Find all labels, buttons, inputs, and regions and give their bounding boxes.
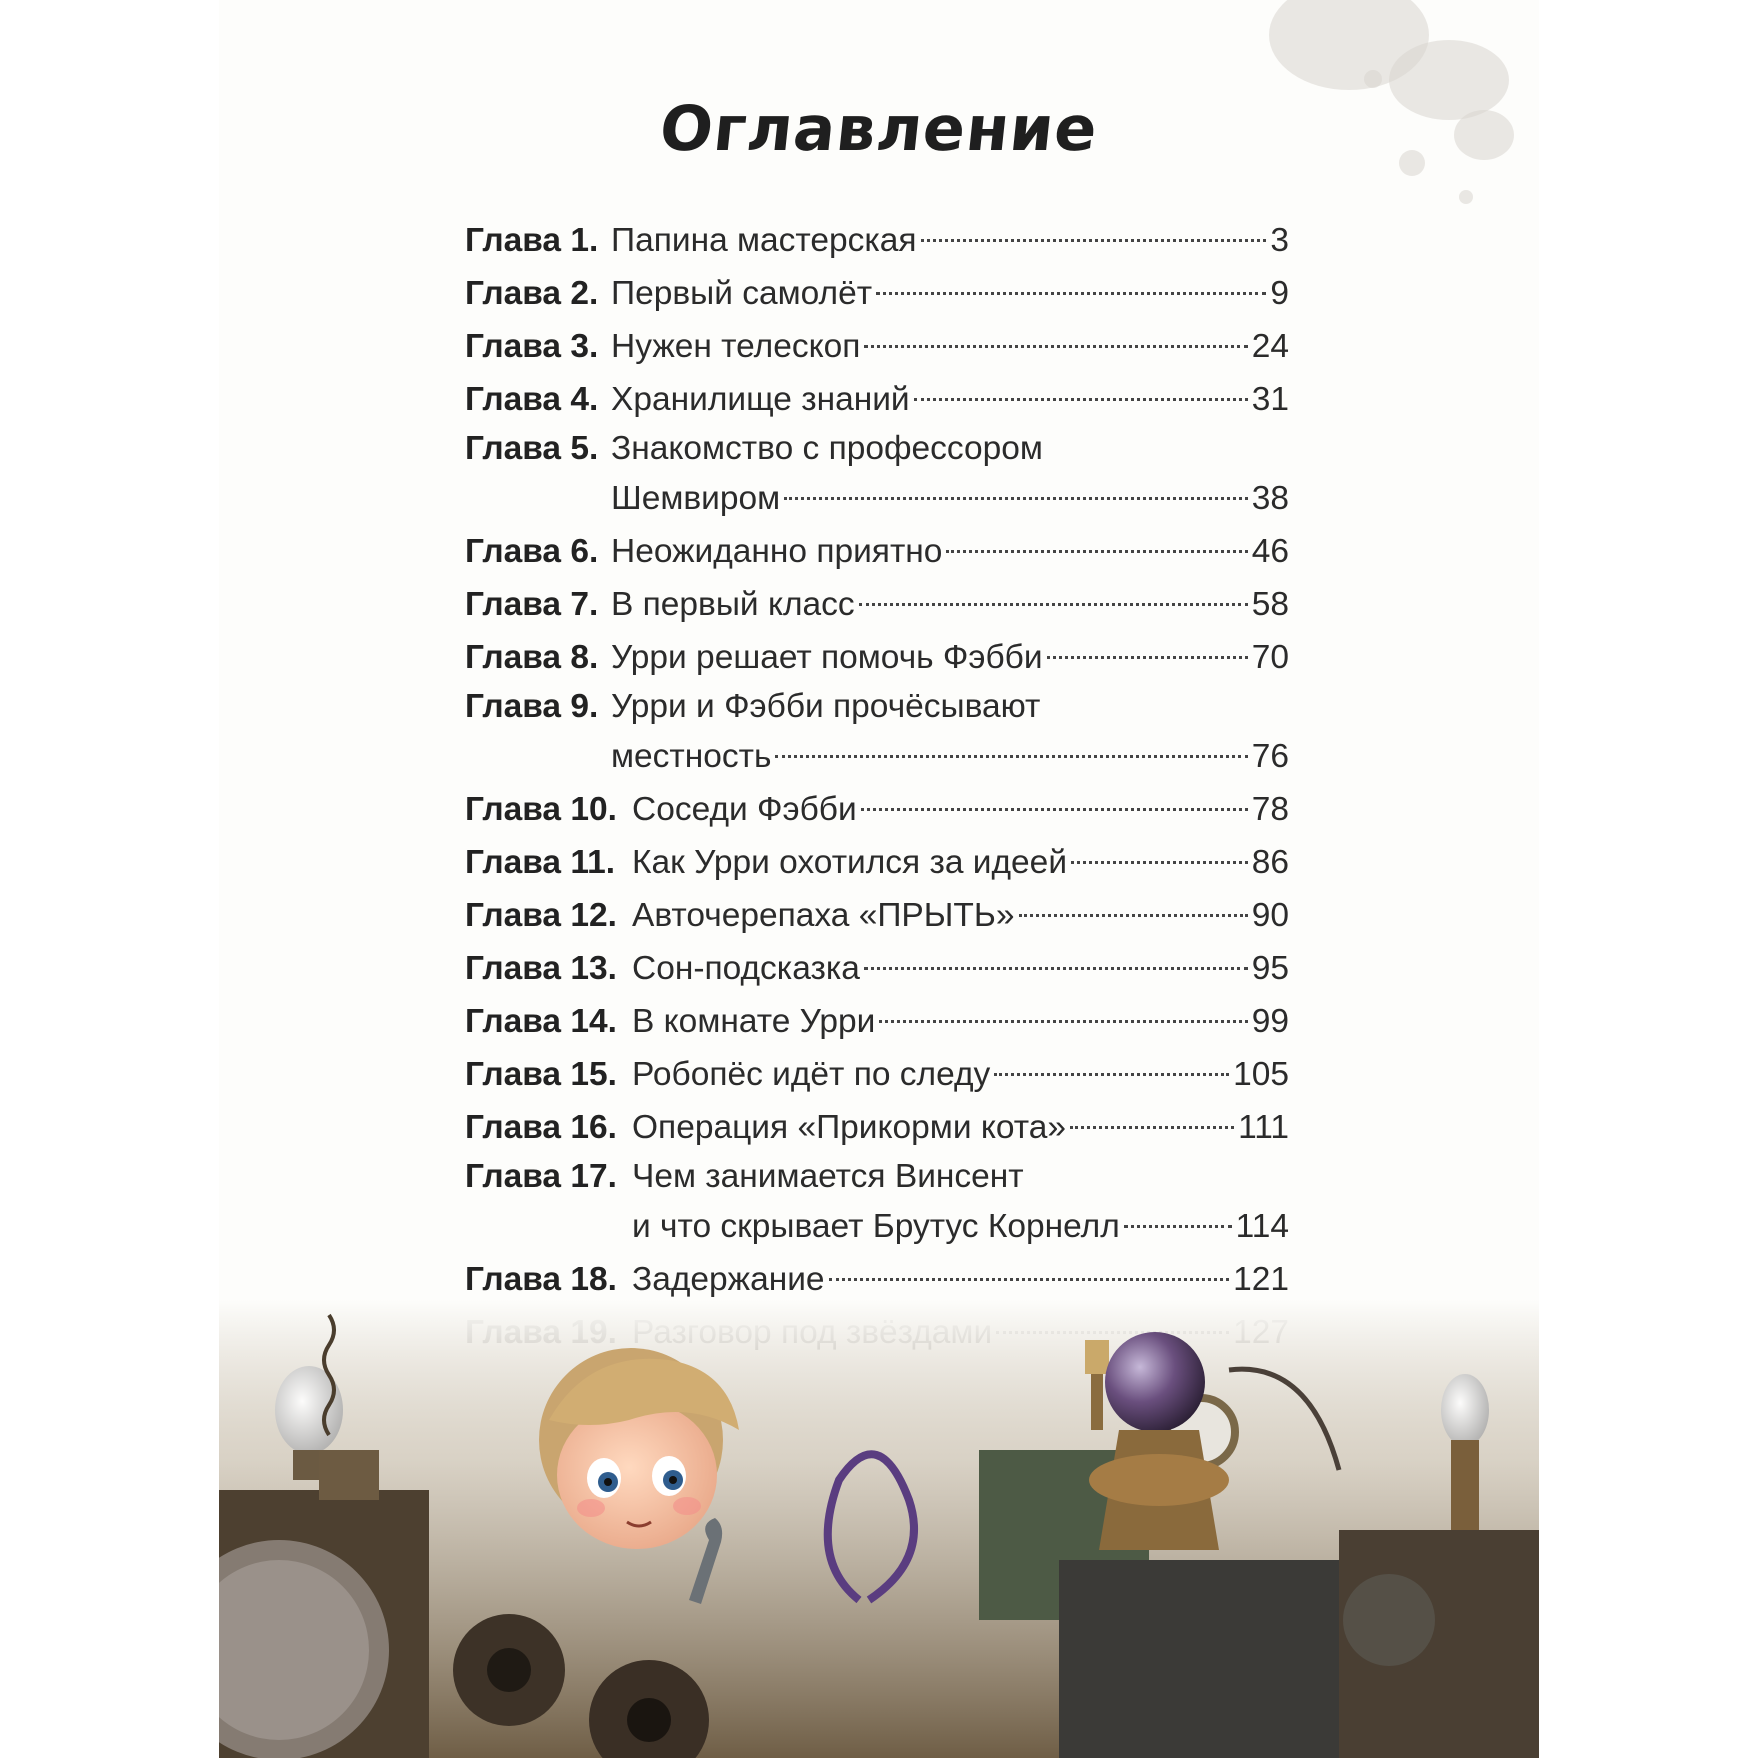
toc-entry-line xyxy=(465,684,1289,730)
toc-entry[interactable] xyxy=(465,684,1289,783)
toc-entry[interactable] xyxy=(465,995,1289,1048)
chapter-title: и что скрывает Брутус Корнелл xyxy=(632,1208,1120,1245)
toc-entry-line xyxy=(465,730,1289,783)
toc-entry[interactable] xyxy=(465,267,1289,320)
chapter-title: Папина мастерская xyxy=(611,222,917,259)
page-number: 99 xyxy=(1251,1003,1289,1040)
toc-entry[interactable] xyxy=(465,578,1289,631)
chapter-number: Глава 5. xyxy=(465,430,599,467)
chapter-title: Нужен телескоп xyxy=(611,328,861,365)
chapter-title: местность xyxy=(611,738,772,775)
chapter-number: Глава 2. xyxy=(465,275,599,312)
dot-leader xyxy=(1047,656,1248,659)
toc-entry-line xyxy=(465,426,1289,472)
chapter-number: Глава 13. xyxy=(465,950,617,987)
dot-leader xyxy=(1124,1225,1232,1228)
toc-entry[interactable] xyxy=(465,373,1289,426)
toc-entry[interactable] xyxy=(465,631,1289,684)
book-page xyxy=(219,0,1539,1758)
chapter-title: Хранилище знаний xyxy=(611,381,910,418)
toc-entry-line xyxy=(465,631,1289,684)
dot-leader xyxy=(859,603,1248,606)
chapter-title: Операция «Прикорми кота» xyxy=(632,1109,1066,1146)
chapter-title: Урри и Фэбби прочёсывают xyxy=(611,688,1041,725)
toc-entry-line xyxy=(465,578,1289,631)
toc-entry-line xyxy=(465,1048,1289,1101)
page-number: 86 xyxy=(1251,844,1289,881)
page-number: 31 xyxy=(1251,381,1289,418)
chapter-title: Чем занимается Винсент xyxy=(632,1158,1024,1195)
dot-leader xyxy=(864,967,1248,970)
toc-entry-line xyxy=(465,472,1289,525)
table-of-contents xyxy=(465,214,1289,1359)
chapter-number: Глава 12. xyxy=(465,897,617,934)
chapter-number: Глава 7. xyxy=(465,586,599,623)
toc-entry-line xyxy=(465,214,1289,267)
toc-entry[interactable] xyxy=(465,836,1289,889)
dot-leader xyxy=(879,1020,1247,1023)
chapter-number: Глава 6. xyxy=(465,533,599,570)
chapter-number: Глава 14. xyxy=(465,1003,617,1040)
chapter-title: Первый самолёт xyxy=(611,275,873,312)
page-number: 24 xyxy=(1251,328,1289,365)
chapter-title: Соседи Фэбби xyxy=(632,791,857,828)
chapter-title: Задержание xyxy=(632,1261,825,1298)
toc-entry-line xyxy=(465,525,1289,578)
chapter-number: Глава 18. xyxy=(465,1261,617,1298)
toc-entry-line xyxy=(465,373,1289,426)
page-number: 114 xyxy=(1235,1208,1289,1245)
toc-entry[interactable] xyxy=(465,214,1289,267)
toc-entry[interactable] xyxy=(465,320,1289,373)
chapter-title: Неожиданно приятно xyxy=(611,533,943,570)
dot-leader xyxy=(921,239,1267,242)
dot-leader xyxy=(1071,861,1248,864)
chapter-number: Глава 8. xyxy=(465,639,599,676)
page-number: 95 xyxy=(1251,950,1289,987)
page-number: 90 xyxy=(1251,897,1289,934)
toc-entry[interactable] xyxy=(465,889,1289,942)
chapter-title: Шемвиром xyxy=(611,480,781,517)
chapter-number: Глава 16. xyxy=(465,1109,617,1146)
dot-leader xyxy=(864,345,1247,348)
chapter-title: В первый класс xyxy=(611,586,855,623)
chapter-number: Глава 15. xyxy=(465,1056,617,1093)
dot-leader xyxy=(829,1278,1230,1281)
dot-leader xyxy=(861,808,1248,811)
page-number: 3 xyxy=(1270,222,1289,259)
chapter-title: Урри решает помочь Фэбби xyxy=(611,639,1043,676)
page-number: 111 xyxy=(1238,1109,1289,1146)
toc-entry-line xyxy=(465,1154,1289,1200)
toc-entry-line xyxy=(465,1253,1289,1306)
dot-leader xyxy=(994,1073,1229,1076)
chapter-title: Как Урри охотился за идеей xyxy=(632,844,1068,881)
toc-entry-line xyxy=(465,267,1289,320)
toc-entry-line xyxy=(465,889,1289,942)
toc-entry[interactable] xyxy=(465,1154,1289,1253)
toc-entry-line xyxy=(465,783,1289,836)
dot-leader xyxy=(1070,1126,1234,1129)
chapter-number: Глава 3. xyxy=(465,328,599,365)
chapter-number: Глава 17. xyxy=(465,1158,617,1195)
dot-leader xyxy=(876,292,1266,295)
toc-entry-line xyxy=(465,836,1289,889)
toc-entry[interactable] xyxy=(465,525,1289,578)
toc-entry-line xyxy=(465,1200,1289,1253)
toc-entry[interactable] xyxy=(465,426,1289,525)
page-number: 46 xyxy=(1251,533,1289,570)
toc-entry[interactable] xyxy=(465,783,1289,836)
chapter-title: В комнате Урри xyxy=(632,1003,876,1040)
dot-leader xyxy=(775,755,1247,758)
page-number: 9 xyxy=(1270,275,1289,312)
chapter-title: Знакомство с профессором xyxy=(611,430,1043,467)
dot-leader xyxy=(784,497,1248,500)
page-title: Оглавление xyxy=(656,92,1102,165)
chapter-number: Глава 10. xyxy=(465,791,617,828)
toc-entry-line xyxy=(465,942,1289,995)
dot-leader xyxy=(946,550,1247,553)
chapter-title: Сон-подсказка xyxy=(632,950,860,987)
chapter-number: Глава 1. xyxy=(465,222,599,259)
workshop-illustration xyxy=(219,1300,1539,1758)
dot-leader xyxy=(914,398,1248,401)
dot-leader xyxy=(1019,914,1248,917)
chapter-title: Робопёс идёт по следу xyxy=(632,1056,991,1093)
page-number: 70 xyxy=(1251,639,1289,676)
chapter-number: Глава 11. xyxy=(465,844,616,881)
toc-entry-line xyxy=(465,995,1289,1048)
toc-entry-line xyxy=(465,1101,1289,1154)
page-number: 105 xyxy=(1233,1056,1289,1093)
chapter-number: Глава 9. xyxy=(465,688,599,725)
page-number: 58 xyxy=(1251,586,1289,623)
page-number: 76 xyxy=(1251,738,1289,775)
chapter-number: Глава 4. xyxy=(465,381,599,418)
toc-entry[interactable] xyxy=(465,1101,1289,1154)
toc-entry[interactable] xyxy=(465,942,1289,995)
page-number: 38 xyxy=(1251,480,1289,517)
toc-entry-line xyxy=(465,320,1289,373)
chapter-title: Авточерепаха «ПРЫТЬ» xyxy=(632,897,1015,934)
page-number: 78 xyxy=(1251,791,1289,828)
toc-entry[interactable] xyxy=(465,1048,1289,1101)
page-number: 121 xyxy=(1233,1261,1289,1298)
toc-entry[interactable] xyxy=(465,1253,1289,1306)
